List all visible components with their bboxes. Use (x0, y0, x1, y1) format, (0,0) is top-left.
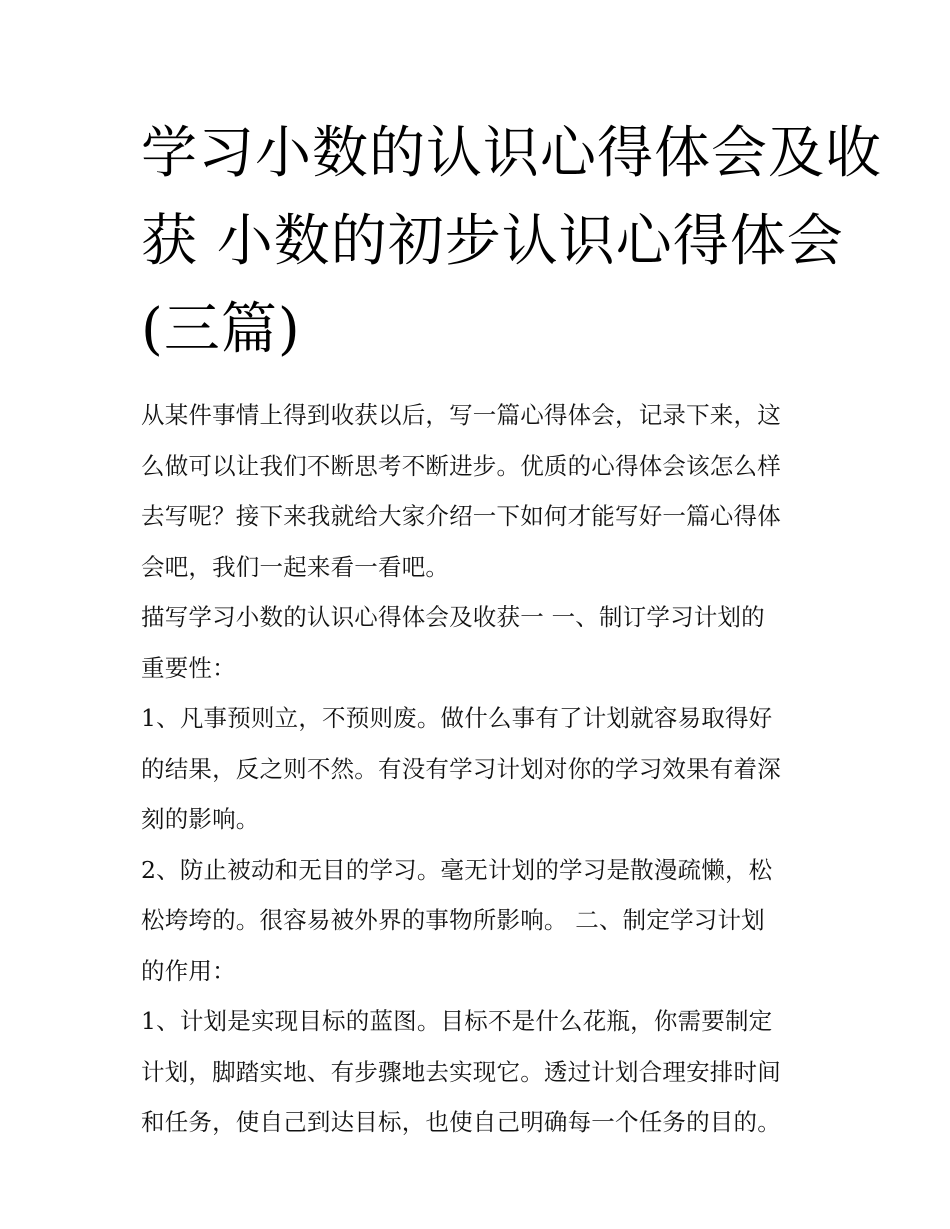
text-line: 1、计划是实现目标的蓝图。目标不是什么花瓶，你需要制定 (141, 1007, 773, 1035)
text-line: 么做可以让我们不断思考不断进步。优质的心得体会该怎么样 (141, 451, 781, 480)
title-line: 获 小数的初步认识心得体会 (141, 209, 844, 274)
point-paragraph (141, 693, 813, 845)
text-line: 1、凡事预则立，不预则废。做什么事有了计划就容易取得好 (141, 704, 773, 732)
point-paragraph (141, 845, 813, 997)
text-line: 描写学习小数的认识心得体会及收获一 一、制订学习计划的 (141, 603, 765, 631)
text-line: 从某件事情上得到收获以后，写一篇心得体会，记录下来，这 (141, 401, 781, 429)
text-line: 计划，脚踏实地、有步骤地去实现它。透过计划合理安排时间 (141, 1057, 781, 1086)
text-line: 的作用： (141, 956, 236, 985)
text-line: 重要性： (141, 653, 236, 682)
text-line: 松垮垮的。很容易被外界的事物所影响。 二、制定学习计划 (141, 906, 765, 934)
title-line: (三篇) (141, 297, 301, 362)
text-line: 的结果，反之则不然。有没有学习计划对你的学习效果有着深 (141, 754, 781, 783)
text-line: 和任务，使自己到达目标，也使自己明确每一个任务的目的。 (141, 1108, 781, 1136)
section-heading-paragraph (141, 592, 813, 693)
text-line: 刻的影响。 (141, 805, 260, 833)
document-title (141, 110, 882, 374)
document-page (141, 110, 882, 1148)
text-line: 去写呢？接下来我就给大家介绍一下如何才能写好一篇心得体 (141, 502, 781, 530)
text-line: 2、防止被动和无目的学习。毫无计划的学习是散漫疏懒，松 (141, 855, 773, 884)
document-body (141, 390, 813, 1148)
text-line: 会吧，我们一起来看一看吧。 (141, 552, 450, 581)
point-paragraph (141, 996, 813, 1148)
intro-paragraph (141, 390, 813, 592)
title-line: 学习小数的认识心得体会及收 (141, 121, 882, 186)
